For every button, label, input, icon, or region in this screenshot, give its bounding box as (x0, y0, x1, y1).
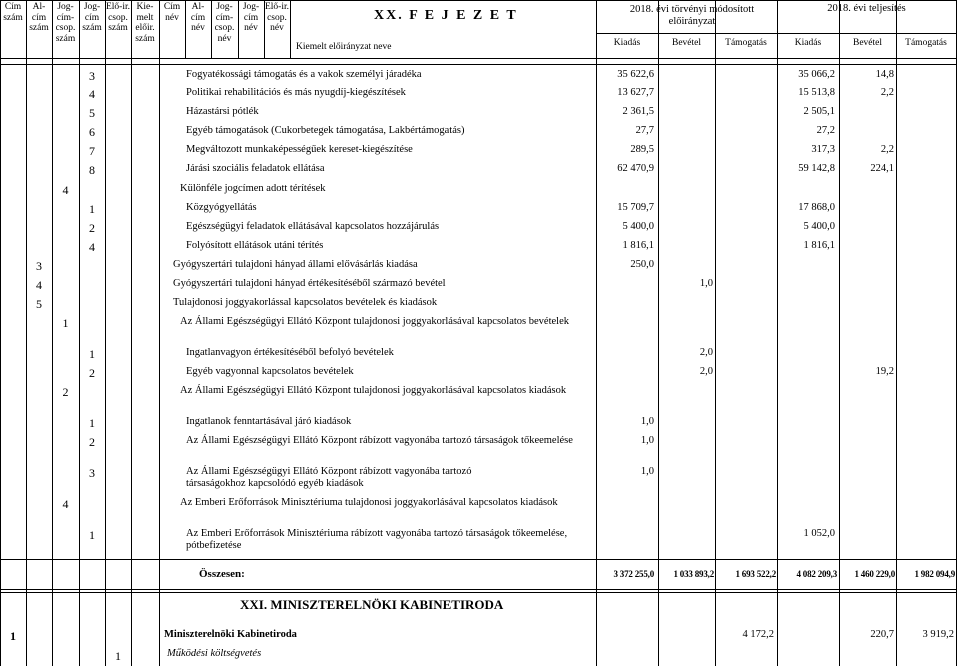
cell-telj-kiadas: 317,3 (811, 144, 835, 155)
row-alcim-code: 5 (36, 297, 42, 311)
header-eloir-csop-szam: Elő-ir. csop. szám (105, 2, 130, 33)
cell-mod-kiadas: 13 627,7 (617, 87, 654, 98)
cell-telj-kiadas: 1 052,0 (803, 528, 835, 539)
row-name: Az Állami Egészségügyi Ellátó Központ tulajdonosi joggyakorlásával kapcsolatos kiadások (180, 385, 567, 396)
row-jogcim-code: 3 (89, 466, 95, 480)
cell-mod-kiadas: 2 361,5 (622, 106, 654, 117)
row-jogcim-code: 2 (89, 366, 95, 380)
row-jogcim-code: 8 (89, 163, 95, 177)
cell-mod-kiadas: 1,0 (640, 466, 654, 477)
next-cim-name: Miniszterelnöki Kabinetiroda (164, 629, 297, 640)
row-name: Fogyatékossági támogatás és a vakok személyi járadéka (186, 69, 422, 80)
header-kiemelt-eloir-szam: Kie-melt előir. szám (135, 2, 155, 44)
row-jogcim-code: 7 (89, 144, 95, 158)
row-alcim-code: 3 (36, 259, 42, 273)
header-kiadas-1: Kiadás (613, 38, 641, 48)
total-telj-kiadas: 4 082 209,3 (796, 569, 837, 579)
row-jogcim-code: 1 (89, 347, 95, 361)
row-name: Politikai rehabilitációs és más nyugdíj-kiegészítések (186, 87, 406, 98)
cell-telj-kiadas: 2 505,1 (803, 106, 835, 117)
cell-telj-kiadas: 5 400,0 (803, 221, 835, 232)
row-name: Az Emberi Erőforrások Minisztériuma tulajdonosi joggyakorlásával kapcsolatos kiadások (180, 497, 558, 508)
row-name: Házastársi pótlék (186, 106, 259, 117)
row-jogcim-code: 2 (89, 435, 95, 449)
header-jogcim-csop-szam: Jog-cím-csop. szám (55, 2, 76, 44)
cell-mod-kiadas: 5 400,0 (622, 221, 654, 232)
cell-mod-kiadas: 27,7 (635, 125, 654, 136)
header-jogcim-szam: Jog-cím szám (82, 2, 102, 33)
cell-telj-bevetel: 19,2 (875, 366, 894, 377)
cell-mod-bevetel: 1,0 (699, 278, 713, 289)
cell-telj-kiadas: 59 142,8 (798, 163, 835, 174)
row-jogcim-code: 5 (89, 106, 95, 120)
row-alcim-code: 4 (36, 278, 42, 292)
next-telj-bevetel: 220,7 (870, 629, 894, 640)
next-mod-tamogatas: 4 172,2 (742, 629, 774, 640)
row-name: Tulajdonosi joggyakorlással kapcsolatos bevételek és kiadások (173, 297, 438, 308)
total-mod-tamogatas: 1 693 522,2 (735, 569, 776, 579)
next-cim-code: 1 (10, 629, 16, 643)
header-tamogatas-2: Támogatás (905, 38, 947, 48)
row-name: Gyógyszertári tulajdoni hányad értékesítéséből származó bevétel (173, 278, 446, 289)
row-name: Ingatlanvagyon értékesítéséből befolyó bevételek (186, 347, 394, 358)
header-cim-nev: Cím név (163, 2, 181, 23)
cell-mod-kiadas: 1 816,1 (622, 240, 654, 251)
row-name: Egyéb támogatások (Cukorbetegek támogatása, Lakbértámogatás) (186, 125, 465, 136)
row-jogcim-code: 1 (89, 528, 95, 542)
cell-mod-kiadas: 1,0 (640, 416, 654, 427)
row-name: Egyéb vagyonnal kapcsolatos bevételek (186, 366, 354, 377)
total-telj-bevetel: 1 460 229,0 (854, 569, 895, 579)
row-jogcim-code: 2 (89, 221, 95, 235)
header-alcim-nev: Al-cím név (190, 2, 206, 33)
header-jogcim-csop-nev: Jog-cím-csop. név (214, 2, 235, 44)
cell-mod-bevetel: 2,0 (699, 366, 713, 377)
header-kiadas-2: Kiadás (794, 38, 822, 48)
row-jogcim-code: 3 (89, 69, 95, 83)
row-name: Járási szociális feladatok ellátása (186, 163, 325, 174)
header-group-modositott: 2018. évi törvényi módosított előirányzat (629, 4, 755, 27)
header-eloir-csop-nev: Elő-ir. csop. név (264, 2, 289, 33)
cell-mod-kiadas: 15 709,7 (617, 202, 654, 213)
header-alcim-szam: Al-cím szám (29, 2, 49, 33)
cell-mod-kiadas: 1,0 (640, 435, 654, 446)
cell-telj-bevetel: 2,2 (880, 87, 894, 98)
row-jogcim-code: 6 (89, 125, 95, 139)
row-jogcimcsop-code: 2 (62, 385, 69, 399)
next-eloir-name: Működési költségvetés (167, 648, 262, 659)
row-name: Ingatlanok fenntartásával járó kiadások (186, 416, 352, 427)
header-group-teljesites: 2018. évi teljesítés (827, 3, 906, 14)
row-name: Az Állami Egészségügyi Ellátó Központ tulajdonosi joggyakorlásával kapcsolatos bevételek (180, 316, 569, 327)
cell-telj-kiadas: 27,2 (816, 125, 835, 136)
cell-mod-bevetel: 2,0 (699, 347, 713, 358)
cell-mod-kiadas: 62 470,9 (617, 163, 654, 174)
cell-telj-bevetel: 14,8 (875, 69, 894, 80)
row-name: Gyógyszertári tulajdoni hányad állami elővásárlás kiadása (173, 259, 418, 270)
header-bevetel-2: Bevétel (852, 38, 882, 48)
row-jogcimcsop-code: 4 (62, 183, 69, 197)
row-name: Az Állami Egészségügyi Ellátó Központ rábízott vagyonába tartozó társaságok tőkeemelése (186, 435, 573, 446)
cell-telj-kiadas: 15 513,8 (798, 87, 835, 98)
cell-telj-kiadas: 35 066,2 (798, 69, 835, 80)
row-name: Folyósított ellátások utáni térítés (186, 240, 324, 251)
next-eloir-code: 1 (115, 649, 121, 663)
next-telj-tamogatas: 3 919,2 (922, 629, 954, 640)
cell-telj-kiadas: 1 816,1 (803, 240, 835, 251)
cell-telj-kiadas: 17 868,0 (798, 202, 835, 213)
total-telj-tamogatas: 1 982 094,9 (914, 569, 955, 579)
header-jogcim-nev: Jog-cím név (242, 2, 260, 33)
row-jogcim-code: 1 (89, 202, 95, 216)
row-jogcim-code: 1 (89, 416, 95, 430)
row-name: Közgyógyellátás (186, 202, 257, 213)
cell-mod-kiadas: 289,5 (630, 144, 654, 155)
cell-mod-kiadas: 35 622,6 (617, 69, 654, 80)
cell-telj-bevetel: 224,1 (870, 163, 894, 174)
kiemelt-label: Kiemelt előirányzat neve (296, 42, 392, 52)
next-chapter-title: XXI. MINISZTERELNÖKI KABINETIRODA (240, 597, 504, 612)
header-tamogatas-1: Támogatás (725, 38, 767, 48)
cell-telj-bevetel: 2,2 (880, 144, 894, 155)
cell-mod-kiadas: 250,0 (630, 259, 654, 270)
row-name: Az Emberi Erőforrások Minisztériuma rábízott vagyonába tartozó társaságok tőkeemelése, pótbefizetése (186, 528, 568, 551)
row-jogcim-code: 4 (89, 87, 95, 101)
header-cim-szam: Cím szám (3, 2, 23, 23)
row-jogcimcsop-code: 1 (62, 316, 69, 330)
row-jogcim-code: 4 (89, 240, 95, 254)
header-bevetel-1: Bevétel (671, 38, 701, 48)
row-name: Egészségügyi feladatok ellátásával kapcsolatos hozzájárulás (186, 221, 440, 232)
total-mod-kiadas: 3 372 255,0 (613, 569, 654, 579)
total-label: Összesen: (199, 568, 245, 580)
row-jogcimcsop-code: 4 (62, 497, 69, 511)
row-name: Különféle jogcímen adott térítések (180, 183, 326, 194)
row-name: Az Állami Egészségügyi Ellátó Központ rábízott vagyonába tartozó társaságokhoz kapcsolódó egyéb kiadások (186, 466, 472, 489)
row-name: Megváltozott munkaképességűek kereset-kiegészítése (186, 144, 413, 155)
chapter-title: XX. F E J E Z E T (374, 8, 518, 23)
total-mod-bevetel: 1 033 893,2 (673, 569, 714, 579)
